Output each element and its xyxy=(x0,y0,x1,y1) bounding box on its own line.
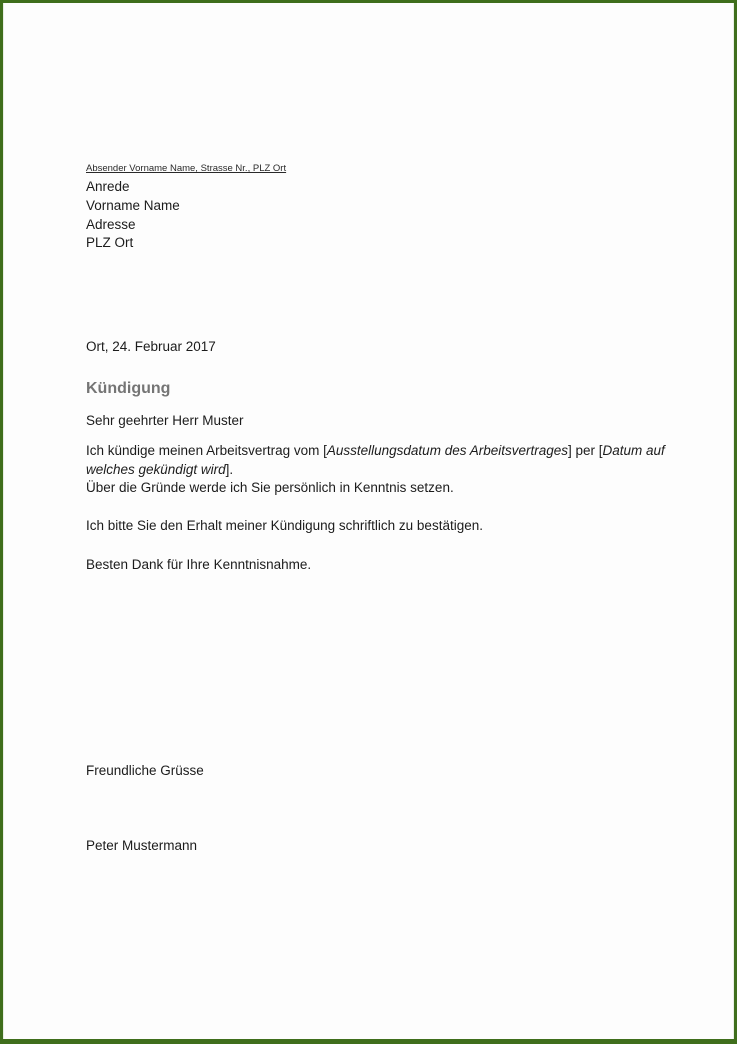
signature-name: Peter Mustermann xyxy=(86,838,198,853)
placeholder-contract-date: Ausstellungsdatum des Arbeitsvertrages xyxy=(326,443,568,458)
placeholder-termination-date: Datum auf welches gekündigt wird xyxy=(86,443,665,477)
body-paragraph-2: Ich bitte Sie den Erhalt meiner Kündigung schriftlich zu bestätigen. xyxy=(86,518,483,533)
body-text: Über die Gründe werde ich Sie persönlich in Kenntnis setzen. xyxy=(86,480,454,495)
recipient-salutation: Anrede xyxy=(86,179,130,194)
salutation: Sehr geehrter Herr Muster xyxy=(86,413,244,428)
body-text: ] per [ xyxy=(568,443,603,458)
recipient-address: Adresse xyxy=(86,217,136,232)
place-date: Ort, 24. Februar 2017 xyxy=(86,339,216,354)
closing: Freundliche Grüsse xyxy=(86,763,204,778)
recipient-city: PLZ Ort xyxy=(86,235,134,250)
recipient-name: Vorname Name xyxy=(86,198,180,213)
subject-title: Kündigung xyxy=(86,380,171,397)
letter-page xyxy=(3,3,734,1039)
body-paragraph-1 xyxy=(86,442,666,498)
sender-line: Absender Vorname Name, Strasse Nr., PLZ Ort xyxy=(86,163,287,174)
body-text: ]. xyxy=(225,461,234,477)
body-paragraph-3: Besten Dank für Ihre Kenntnisnahme. xyxy=(86,557,312,572)
body-text: Ich kündige meinen Arbeitsvertrag vom [ xyxy=(86,443,327,458)
